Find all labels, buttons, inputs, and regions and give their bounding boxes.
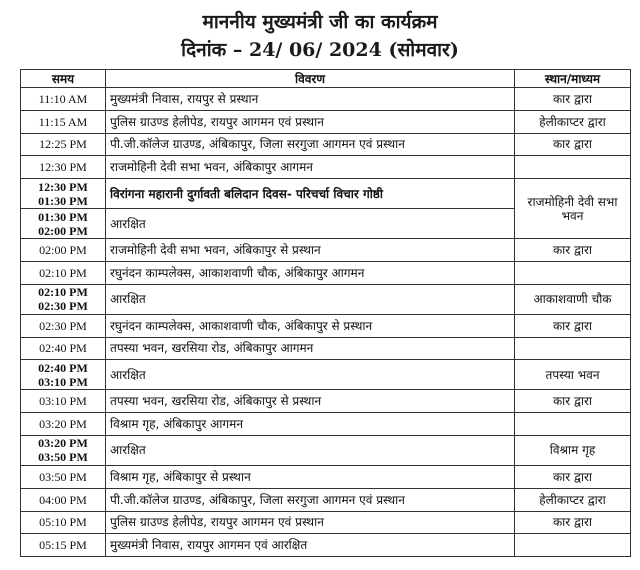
details-cell: पुलिस ग्राउण्ड हेलीपेड, रायपुर आगमन एवं प्रस्थान	[106, 511, 515, 534]
time-cell	[21, 110, 106, 133]
time-value: 01:30 PM	[38, 193, 88, 208]
schedule-table	[20, 69, 631, 557]
table-row	[21, 179, 631, 209]
time-value: 02:00 PM	[39, 243, 87, 258]
details-cell: विश्राम गृह, अंबिकापुर आगमन	[106, 413, 515, 436]
time-cell	[21, 390, 106, 413]
time-cell	[21, 314, 106, 337]
location-cell: कार द्वारा	[515, 239, 631, 262]
time-cell	[21, 209, 106, 239]
location-cell: तपस्या भवन	[515, 360, 631, 390]
table-row	[21, 133, 631, 156]
location-cell	[515, 337, 631, 360]
table-row	[21, 337, 631, 360]
table-row	[21, 88, 631, 111]
location-cell	[515, 261, 631, 284]
time-cell	[21, 88, 106, 111]
details-cell: विश्राम गृह, अंबिकापुर से प्रस्थान	[106, 465, 515, 488]
time-value: 11:10 AM	[38, 91, 88, 106]
header-time: समय	[21, 70, 106, 88]
time-cell	[21, 360, 106, 390]
header-row	[21, 70, 631, 88]
time-value: 04:00 PM	[39, 492, 87, 507]
table-row	[21, 156, 631, 179]
location-cell: कार द्वारा	[515, 465, 631, 488]
date-line: दिनांक – 24/ 06/ 2024 (सोमवार)	[181, 39, 459, 61]
time-value: 03:10 PM	[38, 374, 88, 389]
table-row	[21, 261, 631, 284]
details-cell: तपस्या भवन, खरसिया रोड, अंबिकापुर से प्रस्थान	[106, 390, 515, 413]
time-cell	[21, 465, 106, 488]
location-cell: हेलीकाप्टर द्वारा	[515, 488, 631, 511]
details-cell: तपस्या भवन, खरसिया रोड, अंबिकापुर आगमन	[106, 337, 515, 360]
details-cell: मुख्यमंत्री निवास, रायपुर से प्रस्थान	[106, 88, 515, 111]
page-title: माननीय मुख्यमंत्री जी का कार्यक्रम	[202, 11, 438, 33]
table-row	[21, 284, 631, 314]
details-cell: रघुनंदन काम्पलेक्स, आकाशवाणी चौक, अंबिकापुर से प्रस्थान	[106, 314, 515, 337]
time-value: 02:30 PM	[39, 318, 87, 333]
time-value: 03:10 PM	[39, 394, 87, 409]
table-row	[21, 488, 631, 511]
time-value: 02:30 PM	[38, 299, 88, 314]
time-value: 12:30 PM	[38, 179, 88, 194]
details-cell: पी.जी.कॉलेज ग्राउण्ड, अंबिकापुर, जिला सरगुजा आगमन एवं प्रस्थान	[106, 133, 515, 156]
table-row	[21, 239, 631, 262]
details-cell: पुलिस ग्राउण्ड हेलीपेड, रायपुर आगमन एवं प्रस्थान	[106, 110, 515, 133]
details-cell: पी.जी.कॉलेज ग्राउण्ड, अंबिकापुर, जिला सरगुजा आगमन एवं प्रस्थान	[106, 488, 515, 511]
time-cell	[21, 337, 106, 360]
table-row	[21, 534, 631, 557]
time-value: 02:40 PM	[38, 360, 88, 375]
time-cell	[21, 239, 106, 262]
time-cell	[21, 488, 106, 511]
time-cell	[21, 534, 106, 557]
time-value: 02:40 PM	[39, 341, 87, 356]
time-cell	[21, 435, 106, 465]
time-value: 03:50 PM	[39, 469, 87, 484]
time-cell	[21, 261, 106, 284]
time-value: 02:10 PM	[39, 265, 87, 280]
time-value: 02:00 PM	[38, 223, 88, 238]
location-cell: आकाशवाणी चौक	[515, 284, 631, 314]
location-cell: कार द्वारा	[515, 133, 631, 156]
location-cell	[515, 534, 631, 557]
header-details: विवरण	[106, 70, 515, 88]
location-cell: कार द्वारा	[515, 511, 631, 534]
location-cell: हेलीकाप्टर द्वारा	[515, 110, 631, 133]
details-cell: रघुनंदन काम्पलेक्स, आकाशवाणी चौक, अंबिकापुर आगमन	[106, 261, 515, 284]
details-cell: आरक्षित	[106, 284, 515, 314]
time-cell	[21, 413, 106, 436]
table-row	[21, 314, 631, 337]
table-row	[21, 435, 631, 465]
table-row	[21, 360, 631, 390]
time-value: 01:30 PM	[38, 209, 88, 224]
details-cell: आरक्षित	[106, 360, 515, 390]
details-cell: राजमोहिनी देवी सभा भवन, अंबिकापुर आगमन	[106, 156, 515, 179]
time-value: 03:20 PM	[38, 436, 88, 451]
details-cell: आरक्षित	[106, 209, 515, 239]
time-value: 11:15 AM	[38, 114, 88, 129]
time-value: 05:15 PM	[39, 538, 87, 553]
location-cell	[515, 156, 631, 179]
table-row	[21, 413, 631, 436]
location-cell: राजमोहिनी देवी सभा भवन	[515, 179, 631, 239]
location-cell: कार द्वारा	[515, 390, 631, 413]
time-value: 02:10 PM	[38, 285, 88, 300]
location-cell	[515, 413, 631, 436]
time-value: 05:10 PM	[39, 515, 87, 530]
details-cell: आरक्षित	[106, 435, 515, 465]
table-row	[21, 390, 631, 413]
details-cell: राजमोहिनी देवी सभा भवन, अंबिकापुर से प्रस्थान	[106, 239, 515, 262]
time-cell	[21, 511, 106, 534]
time-value: 12:30 PM	[39, 160, 87, 175]
time-cell	[21, 156, 106, 179]
details-cell: विरांगना महारानी दुर्गावती बलिदान दिवस- परिचर्चा विचार गोष्ठी	[106, 179, 515, 209]
time-cell	[21, 284, 106, 314]
time-cell	[21, 133, 106, 156]
time-value: 03:20 PM	[39, 417, 87, 432]
location-cell: कार द्वारा	[515, 314, 631, 337]
time-value: 03:50 PM	[38, 450, 88, 465]
time-cell	[21, 179, 106, 209]
table-row	[21, 465, 631, 488]
location-cell: विश्राम गृह	[515, 435, 631, 465]
details-cell: मुख्यमंत्री निवास, रायपुर आगमन एवं आरक्षित	[106, 534, 515, 557]
header-location: स्थान/माध्यम	[515, 70, 631, 88]
table-row	[21, 511, 631, 534]
time-value: 12:25 PM	[39, 137, 87, 152]
location-cell: कार द्वारा	[515, 88, 631, 111]
table-row	[21, 110, 631, 133]
